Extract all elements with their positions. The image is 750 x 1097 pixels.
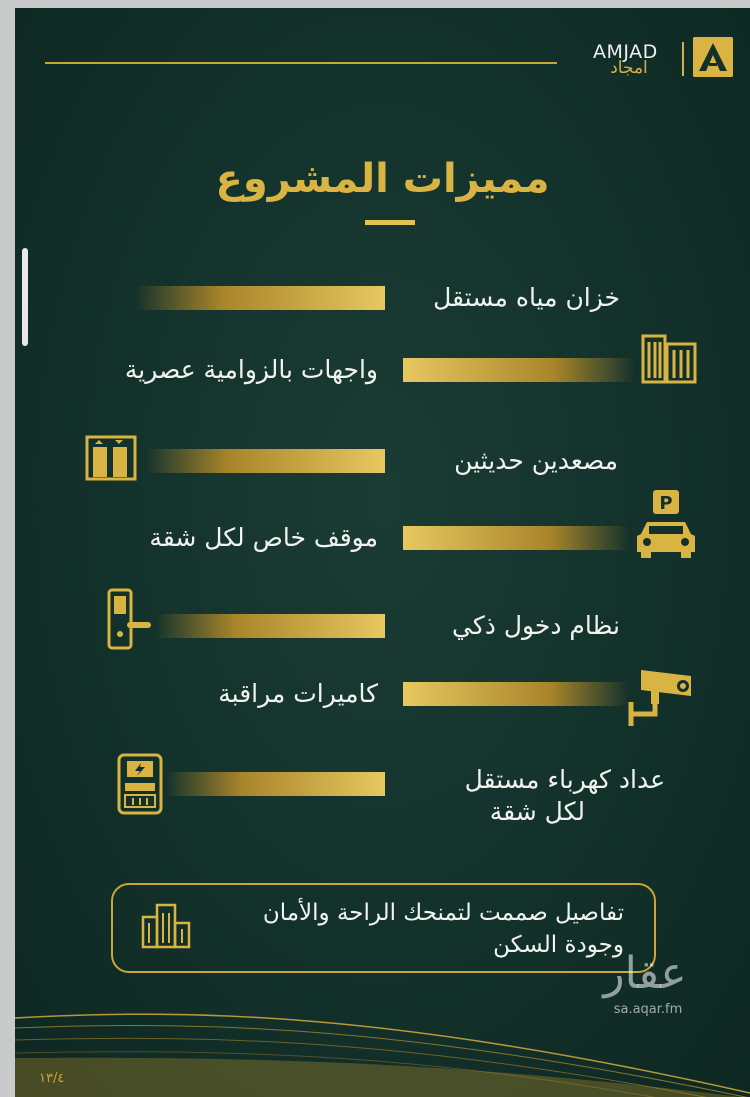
footer-line-2: وجودة السكن [493,932,624,958]
elevator-icon [85,435,137,481]
brand-arabic: امجاد [610,58,648,78]
electric-meter-icon [115,753,165,815]
feature-label: عداد كهرباء مستقل [464,765,665,794]
buildings-icon [141,903,191,949]
feature-bar [403,682,629,706]
parking-car-icon [633,488,699,560]
page-title: مميزات المشروع [215,156,550,202]
feature-bar [165,772,385,796]
page-number: ١٣/٤ [39,1071,65,1086]
feature-label: موقف خاص لكل شقة [149,523,378,552]
smart-lock-icon [107,588,153,652]
title-underline [365,220,415,225]
brand-latin: AMJAD [593,41,658,63]
feature-label: لكل شقة [489,797,585,826]
watermark-url: sa.aqar.fm [613,1002,683,1017]
feature-bar [135,286,385,310]
building-icon [641,330,699,384]
feature-bar [403,358,635,382]
poster [15,8,750,1097]
svg-text:P: P [659,493,673,514]
feature-label: مصعدين حديثين [454,446,618,475]
footer-line-1: تفاصيل صممت لتمنحك الراحة والأمان [262,900,624,926]
feature-bar [155,614,385,638]
logo-separator [682,42,684,76]
feature-label: خزان مياه مستقل [433,283,620,312]
feature-bar [145,449,385,473]
scrollbar-thumb[interactable] [22,248,28,346]
brand-logo [575,36,740,84]
footer-text [263,897,624,961]
feature-label: واجهات بالزوامية عصرية [124,355,378,384]
feature-label: كاميرات مراقبة [218,679,378,708]
header-divider [45,62,557,64]
feature-label: نظام دخول ذكي [452,611,620,640]
watermark-logo: عقار [603,948,687,999]
feature-bar [403,526,629,550]
security-camera-icon [627,662,697,728]
logo-mark-icon [693,37,733,77]
